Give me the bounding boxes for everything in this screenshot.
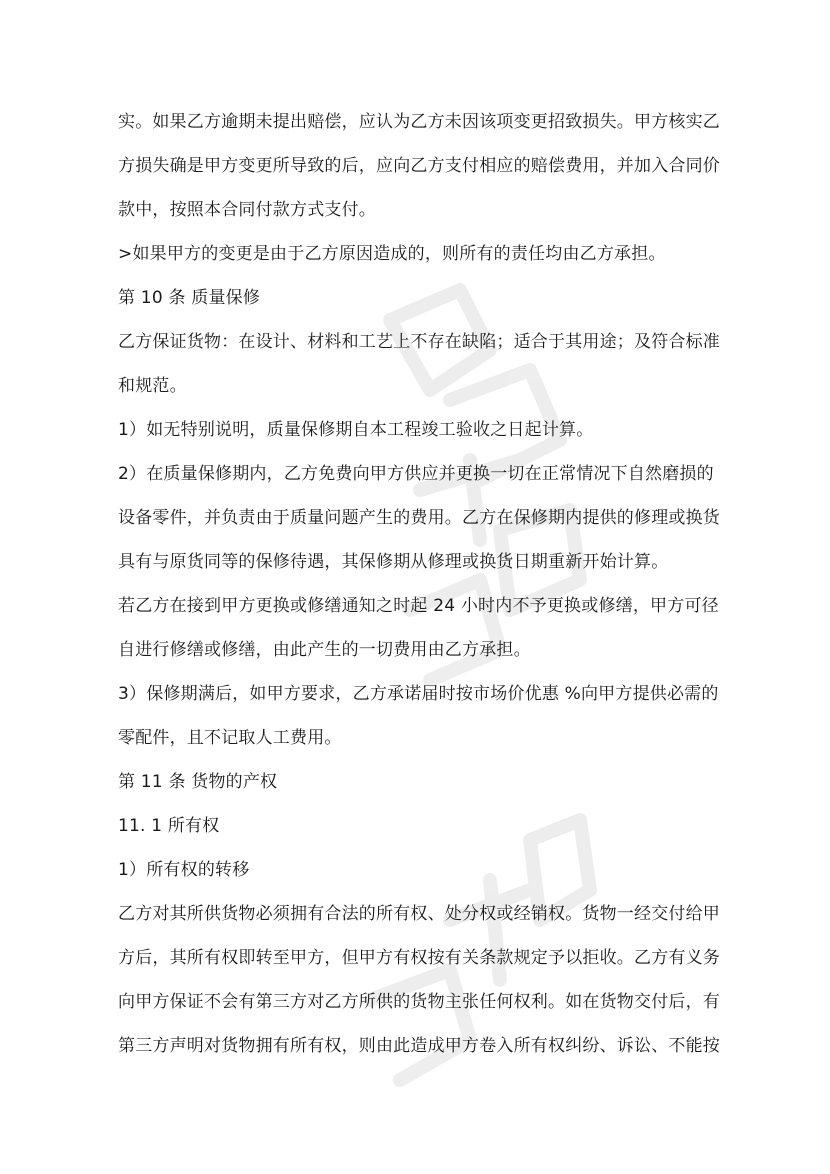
subsection-heading: 11. 1 所有权 [118,816,220,836]
text-line: 乙方保证货物：在设计、材料和工艺上不存在缺陷；适合于其用途；及符合标准 [118,332,720,352]
text-line: 款中，按照本合同付款方式支付。 [118,200,376,220]
text-line: 3）保修期满后，如甲方要求，乙方承诺届时按市场价优惠 %向甲方提供必需的 [118,684,719,704]
text-line: 自进行修缮或修缮，由此产生的一切费用由乙方承担。 [118,640,531,660]
text-line: 1）如无特别说明，质量保修期自本工程竣工验收之日起计算。 [118,420,594,440]
text-line: 方损失确是甲方变更所导致的后，应向乙方支付相应的赔偿费用，并加入合同价 [118,156,720,176]
text-line: 乙方对其所供货物必须拥有合法的所有权、处分权或经销权。货物一经交付给甲 [118,904,720,924]
section-heading: 第 11 条 货物的产权 [118,772,278,792]
text-line: 2）在质量保修期内，乙方免费向甲方供应并更换一切在正常情况下自然磨损的 [118,464,714,484]
text-line: 零配件，且不记取人工费用。 [118,728,342,748]
text-line: 向甲方保证不会有第三方对乙方所供的货物主张任何权利。如在货物交付后，有 [118,992,720,1012]
text-line: 方后，其所有权即转至甲方，但甲方有权按有关条款规定予以拒收。乙方有义务 [118,948,720,968]
text-line: 若乙方在接到甲方更换或修缮通知之时起 24 小时内不予更换或修缮，甲方可径 [118,596,719,616]
section-heading: 第 10 条 质量保修 [118,288,261,308]
text-line: >如果甲方的变更是由于乙方原因造成的，则所有的责任均由乙方承担。 [118,244,666,264]
text-line: 和规范。 [118,376,187,396]
text-line: 实。如果乙方逾期未提出赔偿，应认为乙方未因该项变更招致损失。甲方核实乙 [118,112,720,132]
text-line: 第三方声明对货物拥有所有权，则由此造成甲方卷入所有权纠纷、诉讼、不能按 [118,1036,720,1056]
text-line: 具有与原货同等的保修待遇，其保修期从修理或换货日期重新开始计算。 [118,552,669,572]
text-line: 1）所有权的转移 [118,860,250,880]
text-line: 设备零件，并负责由于质量问题产生的费用。乙方在保修期内提供的修理或换货 [118,508,720,528]
